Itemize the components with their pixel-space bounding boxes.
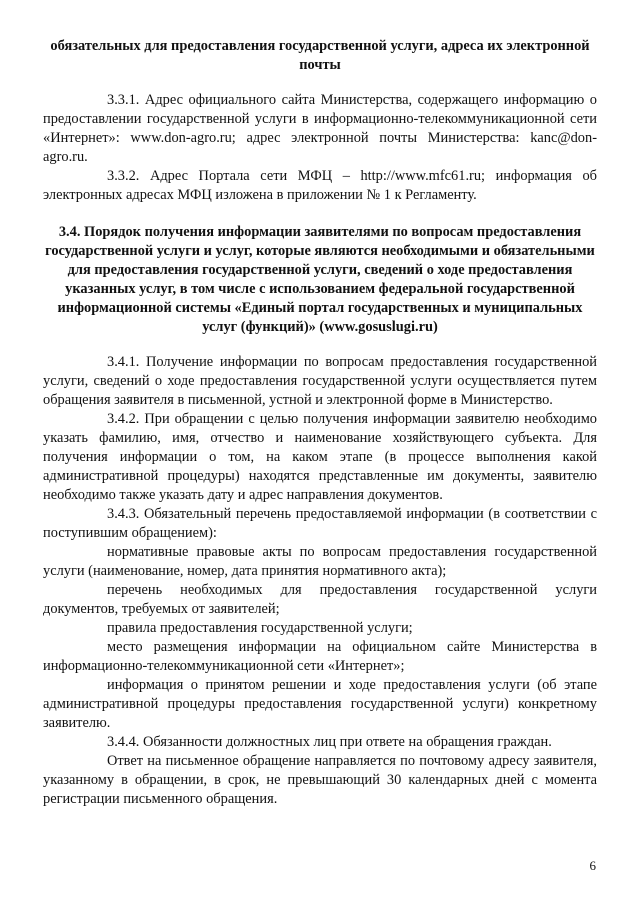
- page-number: 6: [589, 858, 596, 873]
- paragraph-3-4-1: 3.4.1. Получение информации по вопросам предоставления государственной услуги, сведений о ходе предоставления государственной услуги осуществляется путем обращения заявителя в письменной, устной и электронной форме в Министерство.: [43, 354, 597, 408]
- section-heading-3-4: 3.4. Порядок получения информации заявителями по вопросам предоставления государственной услуги и услуг, которые являются необходимыми и обязательными для предоставления государственной услуги, сведений о ходе предоставления указанных услуг, в том числе с использованием федеральной государственной информационной системы «Единый портал государственных и муниципальных услуг (функций)» (www.gosuslugi.ru): [45, 224, 595, 335]
- paragraph-3-4-4: 3.4.4. Обязанности должностных лиц при ответе на обращения граждан.: [107, 734, 552, 750]
- list-item-documents: перечень необходимых для предоставления государственной услуги документов, требуемых от заявителей;: [43, 582, 597, 617]
- list-item-decision-info: информация о принятом решении и ходе предоставления услуги (об этапе административной процедуры предоставления государственной услуги) конкретному заявителю.: [43, 677, 597, 731]
- paragraph-3-4-2: 3.4.2. При обращении с целью получения информации заявителю необходимо указать фамилию, имя, отчество и наименование хозяйствующего субъекта. Для получения информации о том, на каком этапе (в процессе выполнения какой административной процедуры) находятся представленные им документы, заявителю необходимо также указать дату и адрес направления документов.: [43, 411, 597, 503]
- section-heading-top: обязательных для предоставления государственной услуги, адреса их электронной почты: [50, 38, 590, 73]
- paragraph-response: Ответ на письменное обращение направляется по почтовому адресу заявителя, указанному в обращении, в срок, не превышающий 30 календарных дней с момента регистрации письменного обращения.: [43, 753, 597, 807]
- paragraph-3-4-3: 3.4.3. Обязательный перечень предоставляемой информации (в соответствии с поступившим обращением):: [43, 506, 597, 541]
- list-item-rules: правила предоставления государственной услуги;: [107, 620, 413, 636]
- list-item-website: место размещения информации на официальном сайте Министерства в информационно-телекоммуникационной сети «Интернет»;: [43, 639, 597, 674]
- paragraph-3-3-1: 3.3.1. Адрес официального сайта Министерства, содержащего информацию о предоставлении государственной услуги в информационно-телекоммуникационной сети «Интернет»: www.don-agro.ru; адрес электронной почты Министерства: kanc@don-agro.ru.: [43, 92, 597, 165]
- page-content: [43, 37, 597, 809]
- list-item-normative-acts: нормативные правовые акты по вопросам предоставления государственной услуги (наименование, номер, дата принятия нормативного акта);: [43, 544, 597, 579]
- paragraph-3-3-2: 3.3.2. Адрес Портала сети МФЦ – http://www.mfc61.ru; информация об электронных адресах МФЦ изложена в приложении № 1 к Регламенту.: [43, 168, 597, 203]
